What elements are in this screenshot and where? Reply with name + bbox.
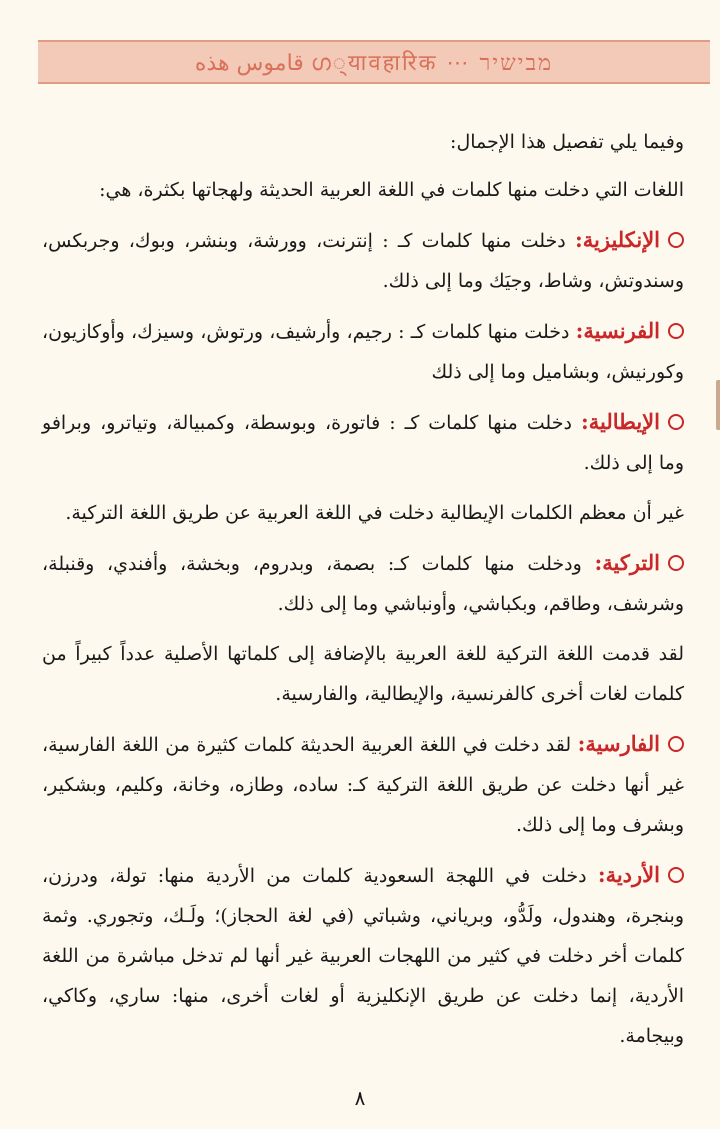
- decorative-header-text: قاموس هذه ഗ्यावहारिक ⋯ מבישיר: [194, 51, 554, 76]
- entry-persian: [42, 724, 684, 845]
- bullet-circle-icon: [668, 414, 684, 430]
- entry-turkish: [42, 543, 684, 624]
- turkish-note: لقد قدمت اللغة التركية للغة العربية بالإضافة إلى كلماتها الأصلية عدداً كبيراً من كلمات لغات أخرى كالفرنسية، والإيطالية، والفارسية.: [42, 643, 684, 705]
- page-edge-mark: [716, 380, 720, 430]
- entry-text: دخلت منها كلمات كـ : إنترنت، وورشة، وبنشر، وبوك، وجربكس، وسندوتش، وشاط، وجيَك وما إلى ذلك.: [42, 230, 684, 292]
- bullet-circle-icon: [668, 867, 684, 883]
- entry-term: التركية:: [594, 550, 660, 575]
- bullet-circle-icon: [668, 232, 684, 248]
- entry-text: دخلت في اللهجة السعودية كلمات من الأردية منها: تولة، ودرزن، وبنجرة، وهندول، ولَدُّو، وبرياني، وشباتي (في لغة الحجاز)؛ ولَـك، وتجوري. وثمة كلمات أخر دخلت في كثير من اللهجات العربية غير أنها لم تدخل مباشرة من اللغة الأردية، إنما دخلت عن طريق الإنكليزية أو لغات أخرى، منها: ساري، وكاكي، وبيجامة.: [42, 865, 684, 1047]
- entry-text: دخلت منها كلمات كـ : رجيم، وأرشيف، ورتوش، وسيزك، وأوكازيون، وكورنيش، وبشاميل وما إلى ذلك: [42, 321, 684, 383]
- entry-term: الإيطالية:: [580, 409, 660, 434]
- entry-french: [42, 311, 684, 392]
- bullet-circle-icon: [668, 736, 684, 752]
- page-body: [42, 122, 684, 1066]
- intro-line: وفيما يلي تفصيل هذا الإجمال:: [450, 131, 684, 153]
- bullet-circle-icon: [668, 323, 684, 339]
- entry-english: [42, 220, 684, 301]
- entry-term: الأردية:: [597, 862, 660, 887]
- page-number: ٨: [354, 1086, 366, 1110]
- entry-text: دخلت منها كلمات كـ : فاتورة، وبوسطة، وكمبيالة، وتياترو، وبرافو وما إلى ذلك.: [42, 412, 684, 474]
- italian-note: غير أن معظم الكلمات الإيطالية دخلت في اللغة العربية عن طريق اللغة التركية.: [65, 502, 684, 524]
- entry-italian: [42, 402, 684, 483]
- entry-term: الفرنسية:: [575, 318, 661, 343]
- entry-term: الإنكليزية:: [575, 227, 660, 252]
- bullet-circle-icon: [668, 555, 684, 571]
- entry-urdu: [42, 855, 684, 1056]
- entry-term: الفارسية:: [577, 731, 660, 756]
- entry-text: لقد دخلت في اللغة العربية الحديثة كلمات كثيرة من اللغة الفارسية، غير أنها دخلت عن طريق اللغة التركية كـ: ساده، وطازه، وخانة، وكليم، وبشكير، وبشرف وما إلى ذلك.: [42, 734, 684, 836]
- languages-intro: اللغات التي دخلت منها كلمات في اللغة العربية الحديثة ولهجاتها بكثرة، هي:: [99, 179, 684, 201]
- entry-text: ودخلت منها كلمات كـ: بصمة، وبدروم، وبخشة، وأفندي، وقنبلة، وشرشف، وطاقم، وبكباشي، وأونباشي وما إلى ذلك.: [42, 553, 684, 615]
- decorative-header-band: [38, 40, 710, 84]
